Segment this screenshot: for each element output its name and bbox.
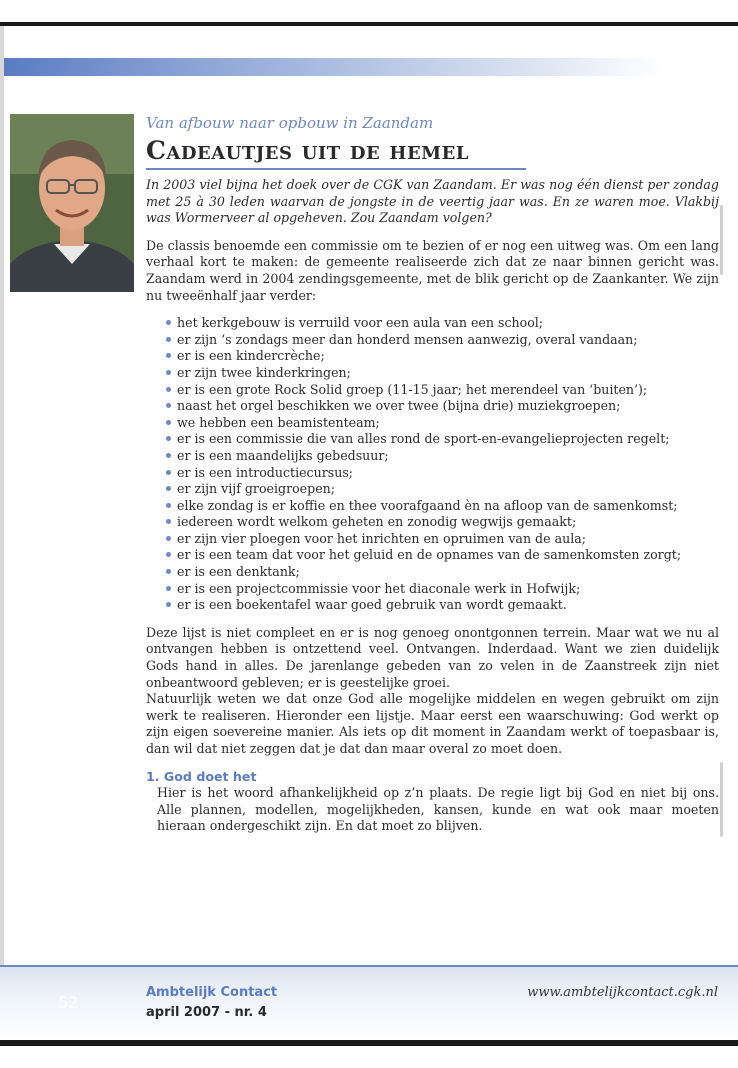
- list-item: elke zondag is er koffie en thee voorafgaand èn na afloop van de samenkomst;: [166, 498, 719, 515]
- author-photo: [10, 114, 134, 292]
- top-border: [0, 22, 738, 26]
- bottom-border: [0, 1040, 738, 1046]
- paragraph-1: De classis benoemde een commissie om te bezien of er nog een uitweg was. Om een lang verhaal kort te maken: de gemeente realiseerde zich dat ze naar binnen gericht was. Zaandam werd in 2004 zendingsgemeente, met de blik gericht op de Zaankanter. We zijn nu tweeënhalf jaar verder:: [146, 237, 719, 303]
- article-title: Cadeautjes uit de hemel: [146, 136, 469, 165]
- list-item: er is een introductiecursus;: [166, 465, 719, 482]
- page-left-edge: [0, 26, 4, 1040]
- bullet-icon: [166, 403, 171, 408]
- binder-clip-bottom: [720, 762, 723, 837]
- article-body: [146, 177, 719, 835]
- list-item: er is een commissie die van alles rond de sport-en-evangelieprojecten regelt;: [166, 431, 719, 448]
- bullet-icon: [166, 503, 171, 508]
- bullet-icon: [166, 602, 171, 607]
- list-item: er zijn vijf groeigroepen;: [166, 481, 719, 498]
- article-intro: In 2003 viel bijna het doek over de CGK van Zaandam. Er was nog één dienst per zondag met 25 à 30 leden waarvan de jongste in de veertig jaar was. En ze waren moe. Vlakbij was Wormerveer al opgeheven. Zou Zaandam volgen?: [146, 177, 719, 226]
- list-item: er is een maandelijks gebedsuur;: [166, 448, 719, 465]
- list-item: er is een team dat voor het geluid en de opnames van de samenkomsten zorgt;: [166, 547, 719, 564]
- binder-clip-top: [720, 205, 723, 275]
- footer-rule: [0, 965, 738, 967]
- bullet-icon: [166, 486, 171, 491]
- list-item: er zijn twee kinderkringen;: [166, 365, 719, 382]
- list-item: er zijn ‘s zondags meer dan honderd mensen aanwezig, overal vandaan;: [166, 332, 719, 349]
- bullet-icon: [166, 453, 171, 458]
- list-item: er is een grote Rock Solid groep (11-15 jaar; het merendeel van ‘buiten’);: [166, 382, 719, 399]
- achievements-list: [146, 315, 719, 614]
- bullet-icon: [166, 353, 171, 358]
- paragraph-2: Deze lijst is niet compleet en er is nog genoeg onontgonnen terrein. Maar wat we nu al ontvangen hebben is ontzettend veel. Ontvangen. Inderdaad. Want we zien duidelijk Gods hand in alles. De jarenlange gebeden van zo velen in de Zaanstreek zijn niet onbeantwoord gebleven; er is geestelijke groei.: [146, 624, 719, 690]
- article-kicker: Van afbouw naar opbouw in Zaandam: [146, 114, 434, 132]
- header-color-band: [4, 58, 664, 76]
- list-item: we hebben een beamistenteam;: [166, 415, 719, 432]
- portrait-illustration: [10, 114, 134, 292]
- list-item: er is een denktank;: [166, 564, 719, 581]
- list-item: er zijn vier ploegen voor het inrichten en opruimen van de aula;: [166, 531, 719, 548]
- bullet-icon: [166, 586, 171, 591]
- list-item: het kerkgebouw is verruild voor een aula van een school;: [166, 315, 719, 332]
- page-number: 52: [58, 993, 79, 1012]
- bullet-icon: [166, 569, 171, 574]
- list-item: er is een boekentafel waar goed gebruik van wordt gemaakt.: [166, 597, 719, 614]
- footer-band: [0, 965, 738, 1040]
- list-item: naast het orgel beschikken we over twee (bijna drie) muziekgroepen;: [166, 398, 719, 415]
- bullet-icon: [166, 519, 171, 524]
- bullet-icon: [166, 552, 171, 557]
- bullet-icon: [166, 470, 171, 475]
- point-1-heading: 1. God doet het: [146, 768, 257, 784]
- bullet-icon: [166, 337, 171, 342]
- paragraph-3: Natuurlijk weten we dat onze God alle mogelijke middelen en wegen gebruikt om zijn werk te realiseren. Hieronder een lijstje. Maar eerst een waarschuwing: God werkt op zijn eigen soevereine manier. Als iets op dit moment in Zaandam werkt of toepasbaar is, dan wil dat niet zeggen dat je dat dan maar overal zo moet doen.: [146, 691, 719, 756]
- bullet-icon: [166, 370, 171, 375]
- title-underline: [146, 168, 526, 170]
- publication-name: Ambtelijk Contact: [146, 985, 278, 1000]
- bullet-icon: [166, 420, 171, 425]
- bullet-icon: [166, 436, 171, 441]
- bullet-icon: [166, 536, 171, 541]
- website-url: www.ambtelijkcontact.cgk.nl: [527, 985, 718, 1000]
- list-item: er is een kindercrèche;: [166, 348, 719, 365]
- list-item: iedereen wordt welkom geheten en zonodig wegwijs gemaakt;: [166, 514, 719, 531]
- issue-label: april 2007 - nr. 4: [146, 1005, 267, 1020]
- bullet-icon: [166, 387, 171, 392]
- point-1-text: Hier is het woord afhankelijkheid op z’n plaats. De regie ligt bij God en niet bij ons. Alle plannen, modellen, mogelijkheden, kansen, kunde en wat ook maar moeten hieraan ondergeschikt zijn. En dat moet zo blijven.: [157, 785, 719, 834]
- list-item: er is een projectcommissie voor het diaconale werk in Hofwijk;: [166, 581, 719, 598]
- bullet-icon: [166, 320, 171, 325]
